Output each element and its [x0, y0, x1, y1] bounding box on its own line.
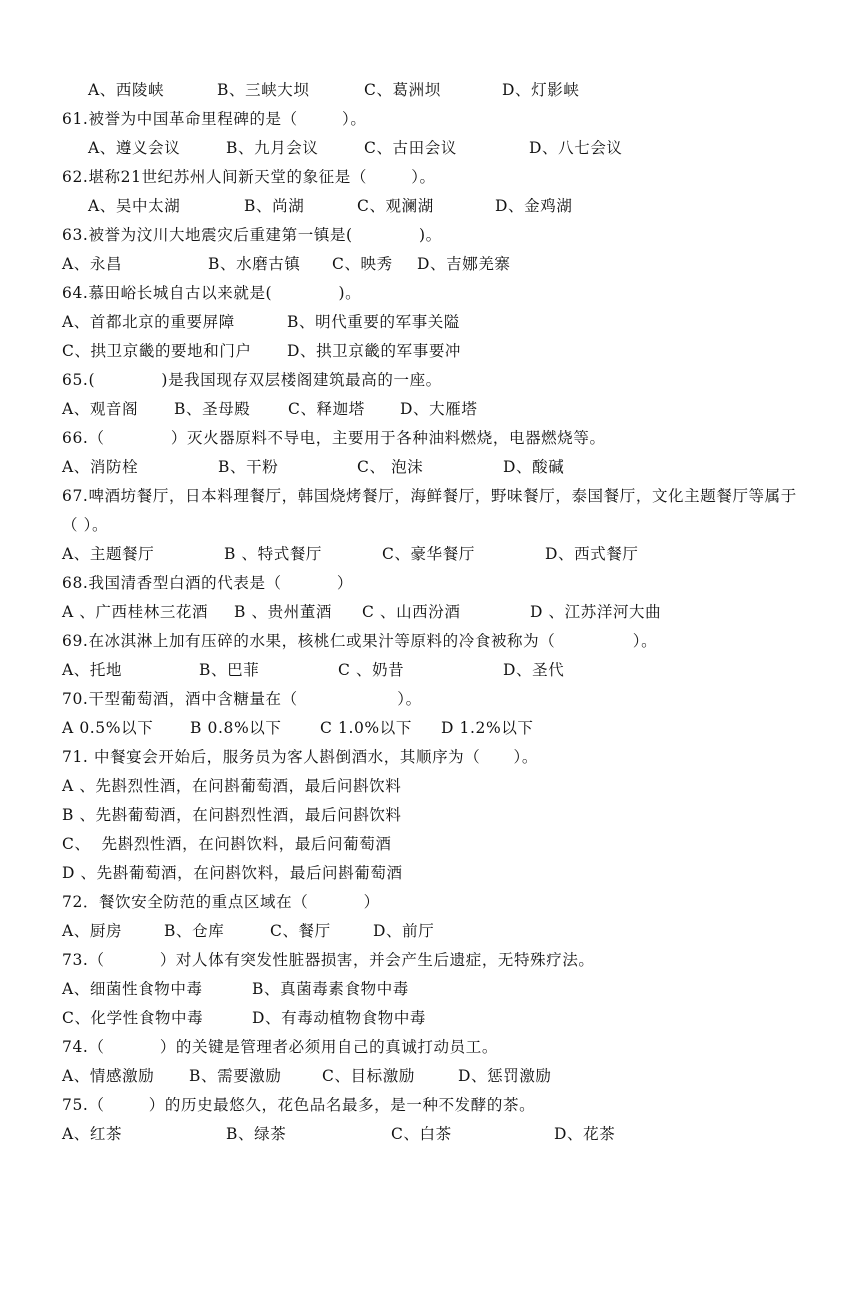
- q75-option-c: C、白茶: [391, 1125, 452, 1143]
- q65-options: [62, 395, 808, 424]
- q66-option-d: D、酸碱: [503, 458, 565, 476]
- q74-question: 74.（ ）的关键是管理者必须用自己的真诚打动员工。: [62, 1038, 498, 1056]
- q73-option-c: C、化学性食物中毒: [62, 1009, 204, 1027]
- q70-option-b: B 0.8%以下: [190, 719, 282, 737]
- q68-option-d: D 、江苏洋河大曲: [530, 603, 662, 621]
- q66-question: 66.（ ）灭火器原料不导电，主要用于各种油料燃烧，电器燃烧等。: [62, 429, 606, 447]
- q69-option-a: A、托地: [62, 661, 123, 679]
- q73-option-b: B、真菌毒素食物中毒: [252, 980, 409, 998]
- q61-option-d: D、八七会议: [529, 139, 623, 157]
- q63-option-b: B、水磨古镇: [208, 255, 301, 273]
- q68-options: [62, 598, 808, 627]
- q75-question: 75.（ ）的历史最悠久，花色品名最多，是一种不发酵的茶。: [62, 1096, 536, 1114]
- q70-option-a: A 0.5%以下: [62, 719, 154, 737]
- q66-option-c: C、 泡沫: [357, 458, 424, 476]
- q64-option-b: B、明代重要的军事关隘: [287, 313, 460, 331]
- q72-option-a: A、厨房: [62, 922, 123, 940]
- q73-options-cd: [62, 1004, 808, 1033]
- q60-option-c: C、葛洲坝: [364, 81, 441, 99]
- q74-options: [62, 1062, 808, 1091]
- q64-question: 64.慕田峪长城自古以来就是( )。: [62, 284, 362, 302]
- q65-option-d: D、大雁塔: [400, 400, 478, 418]
- q68-question: 68.我国清香型白酒的代表是（ ）: [62, 574, 354, 592]
- q60-option-d: D、灯影峡: [502, 81, 580, 99]
- q63-question: 63.被誉为汶川大地震灾后重建第一镇是( )。: [62, 226, 442, 244]
- q64-option-a: A、首都北京的重要屏障: [62, 313, 235, 331]
- q67-option-c: C、豪华餐厅: [382, 545, 475, 563]
- q60-option-b: B、三峡大坝: [217, 81, 310, 99]
- q63-option-c: C、映秀: [332, 255, 393, 273]
- q74-option-b: B、需要激励: [189, 1067, 282, 1085]
- q73-options-ab: [62, 975, 808, 1004]
- q65-option-c: C、释迦塔: [288, 400, 365, 418]
- q64-option-c: C、拱卫京畿的要地和门户: [62, 342, 252, 360]
- q64-options-ab: [62, 308, 808, 337]
- q75-option-d: D、花茶: [554, 1125, 616, 1143]
- q70-question: 70.干型葡萄酒，酒中含糖量在（ ）。: [62, 690, 422, 708]
- q62-option-d: D、金鸡湖: [495, 197, 573, 215]
- q72-option-d: D、前厅: [373, 922, 435, 940]
- q62-option-a: A、吴中太湖: [88, 197, 181, 215]
- q66-option-b: B、干粉: [218, 458, 279, 476]
- q68-option-a: A 、广西桂林三花酒: [62, 603, 209, 621]
- q65-option-a: A、观音阁: [62, 400, 139, 418]
- q74-option-c: C、目标激励: [322, 1067, 415, 1085]
- q64-option-d: D、拱卫京畿的军事要冲: [287, 342, 462, 360]
- q74-option-d: D、惩罚激励: [458, 1067, 552, 1085]
- q61-question: 61.被誉为中国革命里程碑的是（ ）。: [62, 110, 367, 128]
- q67-options: [62, 540, 808, 569]
- q61-option-a: A、遵义会议: [88, 139, 181, 157]
- q70-options: [62, 714, 808, 743]
- q65-question: 65.( )是我国现存双层楼阁建筑最高的一座。: [62, 371, 442, 389]
- q68-option-c: C 、山西汾酒: [362, 603, 461, 621]
- q65-option-b: B、圣母殿: [174, 400, 251, 418]
- q61-options: [62, 134, 808, 163]
- q63-option-d: D、吉娜羌寨: [417, 255, 511, 273]
- q73-option-a: A、细菌性食物中毒: [62, 980, 203, 998]
- q70-option-d: D 1.2%以下: [441, 719, 534, 737]
- q61-option-b: B、九月会议: [226, 139, 319, 157]
- q62-options: [62, 192, 808, 221]
- q71-option-b: B 、先斟葡萄酒，在问斟烈性酒，最后问斟饮料: [62, 806, 402, 824]
- q72-option-c: C、餐厅: [270, 922, 331, 940]
- q67-option-b: B 、特式餐厅: [224, 545, 323, 563]
- q71-option-c: C、 先斟烈性酒，在问斟饮料，最后问葡萄酒: [62, 835, 392, 853]
- q64-options-cd: [62, 337, 808, 366]
- q75-option-a: A、红茶: [62, 1125, 123, 1143]
- q69-option-c: C 、奶昔: [338, 661, 405, 679]
- q69-option-b: B、巴菲: [199, 661, 260, 679]
- q67-option-d: D、西式餐厅: [545, 545, 639, 563]
- q73-question: 73.（ ）对人体有突发性脏器损害，并会产生后遗症，无特殊疗法。: [62, 951, 595, 969]
- q72-options: [62, 917, 808, 946]
- q68-option-b: B 、贵州董酒: [234, 603, 333, 621]
- q75-options: [62, 1120, 808, 1149]
- q69-question: 69.在冰淇淋上加有压碎的水果，核桃仁或果汁等原料的冷食被称为（ ）。: [62, 632, 658, 650]
- q72-option-b: B、仓库: [164, 922, 225, 940]
- q62-question: 62.堪称21世纪苏州人间新天堂的象征是（ ）。: [62, 168, 436, 186]
- q70-option-c: C 1.0%以下: [320, 719, 412, 737]
- q60-options: [62, 76, 808, 105]
- q67-option-a: A、主题餐厅: [62, 545, 155, 563]
- q63-option-a: A、永昌: [62, 255, 123, 273]
- q63-options: [62, 250, 808, 279]
- q71-option-a: A 、先斟烈性酒，在问斟葡萄酒，最后问斟饮料: [62, 777, 402, 795]
- q69-options: [62, 656, 808, 685]
- q71-option-d: D 、先斟葡萄酒，在问斟饮料，最后问斟葡萄酒: [62, 864, 403, 882]
- q67-question: 67.啤酒坊餐厅，日本料理餐厅，韩国烧烤餐厅，海鲜餐厅，野味餐厅，泰国餐厅，文化主题餐厅等属于（ ）。: [62, 487, 797, 534]
- q66-option-a: A、消防栓: [62, 458, 139, 476]
- q73-option-d: D、有毒动植物食物中毒: [252, 1009, 427, 1027]
- q66-options: [62, 453, 808, 482]
- q75-option-b: B、绿茶: [226, 1125, 287, 1143]
- q62-option-b: B、尚湖: [244, 197, 305, 215]
- q60-option-a: A、西陵峡: [88, 81, 165, 99]
- q71-question: 71. 中餐宴会开始后，服务员为客人斟倒酒水，其顺序为（ ）。: [62, 748, 538, 766]
- q69-option-d: D、圣代: [503, 661, 565, 679]
- q61-option-c: C、古田会议: [364, 139, 457, 157]
- q72-question: 72．餐饮安全防范的重点区域在（ ）: [62, 893, 380, 911]
- q74-option-a: A、情感激励: [62, 1067, 155, 1085]
- q62-option-c: C、观澜湖: [357, 197, 434, 215]
